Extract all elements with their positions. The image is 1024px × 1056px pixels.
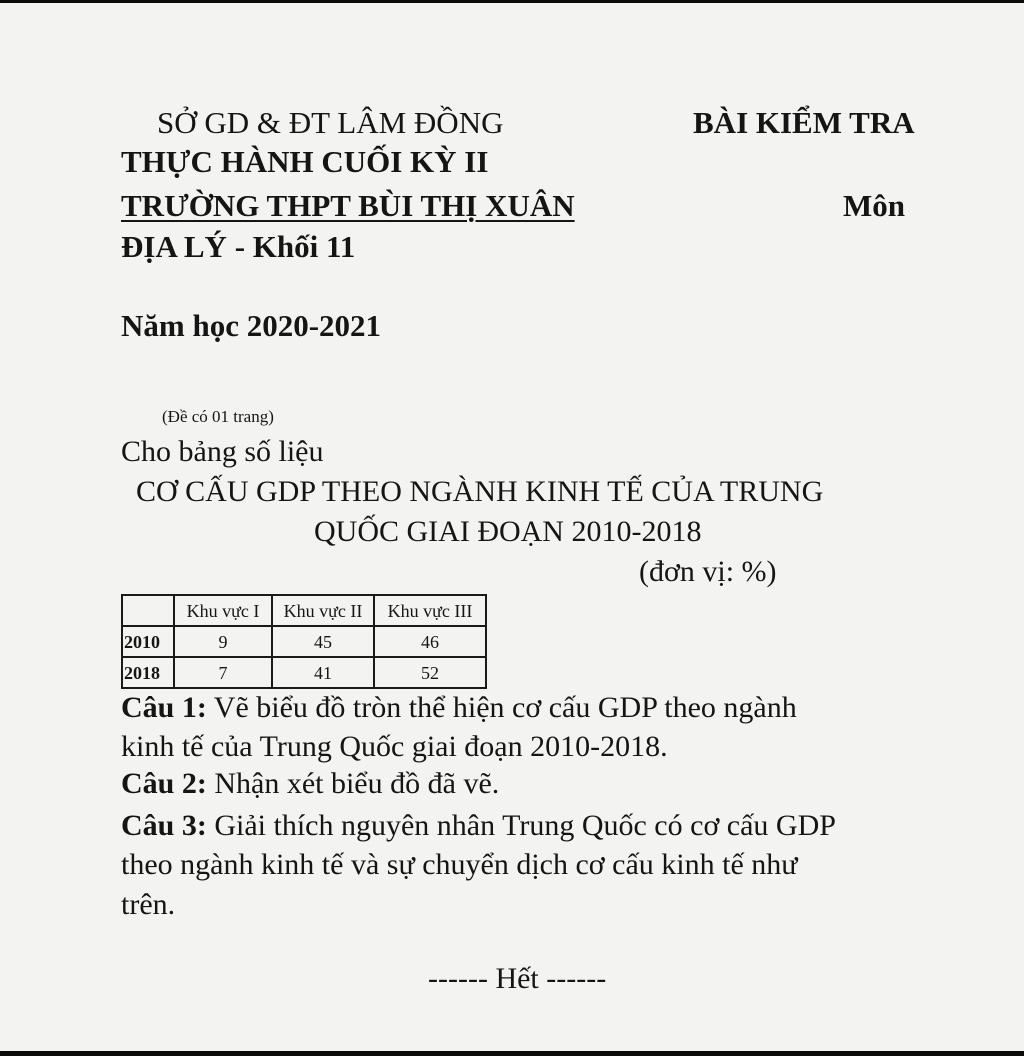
intro-text: Cho bảng số liệu [121, 435, 324, 468]
question-3-line1: Câu 3: Giải thích nguyên nhân Trung Quốc có cơ cấu GDP [121, 809, 836, 842]
gdp-structure-table [121, 594, 487, 689]
subject-label: Môn [843, 188, 905, 223]
table-cell: 41 [272, 657, 374, 688]
test-subtitle: THỰC HÀNH CUỐI KỲ II [121, 144, 489, 179]
unit-label: (đơn vị: %) [639, 555, 777, 588]
question-1-line2: kinh tế của Trung Quốc giai đoạn 2010-2018. [121, 730, 668, 763]
question-3-line2: theo ngành kinh tế và sự chuyển dịch cơ cấu kinh tế như [121, 848, 798, 881]
table-cell: 52 [374, 657, 486, 688]
table-cell: 46 [374, 626, 486, 657]
table-row [122, 626, 486, 657]
end-marker: ------ Hết ------ [428, 962, 607, 995]
subject-grade: ĐỊA LÝ - Khối 11 [121, 229, 356, 264]
question-3-line3: trên. [121, 888, 176, 921]
question-label: Câu 2: [121, 767, 207, 800]
question-2: Câu 2: Nhận xét biểu đồ đã vẽ. [121, 767, 500, 800]
table-row [122, 657, 486, 688]
table-header-cell: Khu vực I [174, 595, 272, 626]
page-count-note: (Đề có 01 trang) [162, 407, 274, 426]
table-header-row [122, 595, 486, 626]
table-header-cell [122, 595, 174, 626]
question-label: Câu 3: [121, 809, 207, 842]
question-1-line1: Câu 1: Vẽ biểu đồ tròn thể hiện cơ cấu GDP theo ngành [121, 691, 797, 724]
test-title: BÀI KIỂM TRA [693, 105, 915, 140]
table-cell: 45 [272, 626, 374, 657]
year-cell: 2010 [122, 626, 174, 657]
department-name: SỞ GD & ĐT LÂM ĐỒNG [157, 105, 504, 140]
table-cell: 7 [174, 657, 272, 688]
table-header-cell: Khu vực III [374, 595, 486, 626]
year-cell: 2018 [122, 657, 174, 688]
school-name: TRƯỜNG THPT BÙI THỊ XUÂN [121, 188, 575, 223]
exam-paper [0, 3, 1024, 1051]
table-header-cell: Khu vực II [272, 595, 374, 626]
table-cell: 9 [174, 626, 272, 657]
question-label: Câu 1: [121, 691, 207, 724]
school-year: Năm học 2020-2021 [121, 308, 382, 343]
table-title-line1: CƠ CẤU GDP THEO NGÀNH KINH TẾ CỦA TRUNG [136, 475, 824, 508]
table-title-line2: QUỐC GIAI ĐOẠN 2010-2018 [314, 515, 702, 548]
